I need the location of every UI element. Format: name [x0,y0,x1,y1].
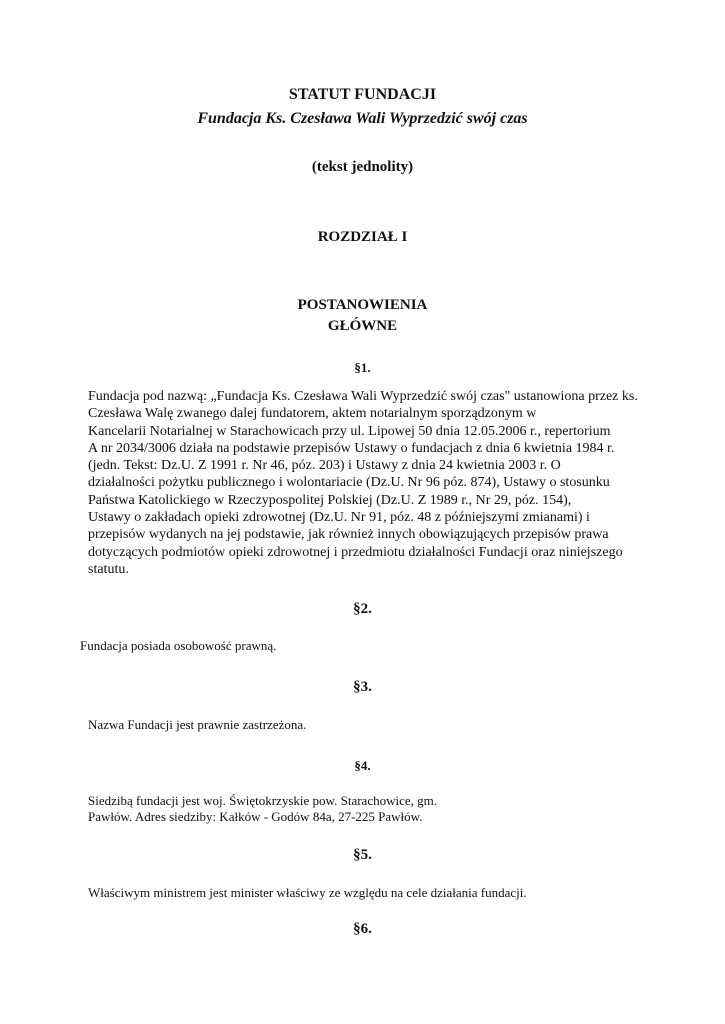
chapter-heading: ROZDZIAŁ I [317,229,408,245]
section-3-label: §3. [353,679,372,695]
chapter-title-line2: GŁÓWNE [327,318,398,334]
paragraph-line: A nr 2034/3006 działa na podstawie przepisów Ustawy o fundacjach z dnia 6 kwietnia 1984 r. [88,440,615,456]
paragraph-line: Państwa Katolickiego w Rzeczypospolitej Polskiej (Dz.U. Z 1989 r., Nr 29, póz. 154), [88,492,572,508]
paragraph-line: Fundacja pod nazwą: „Fundacja Ks. Czesława Wali Wyprzedzić swój czas" ustanowiona przez ks. [88,389,638,404]
section-2-label: §2. [353,601,372,617]
section-4-line2: Pawłów. Adres siedziby: Kałków - Godów 84a, 27-225 Pawłów. [88,809,423,824]
section-1-paragraph [88,388,638,578]
paragraph-line: (jedn. Tekst: Dz.U. Z 1991 r. Nr 46, póz. 203) i Ustawy z dnia 24 kwietnia 2003 r. O [88,458,561,474]
paragraph-line: dotyczących podmiotów opieki zdrowotnej i przedmiotu działalności Fundacji oraz niniejszego [88,544,623,560]
section-4-label: §4. [354,758,371,773]
paragraph-line: działalności pożytku publicznego i wolontariacie (Dz.U. Nr 96 póz. 874), Ustawy o stosunku [88,475,610,491]
section-3-text: Nazwa Fundacji jest prawnie zastrzeżona. [88,717,307,732]
document-title: STATUT FUNDACJI [288,86,437,103]
paragraph-line: Czesława Walę zwanego dalej fundatorem, aktem notarialnym sporządzonym w [88,406,537,422]
section-4-line1: Siedzibą fundacji jest woj. Świętokrzyskie pow. Starachowice, gm. [88,793,437,808]
paragraph-line: Ustawy o zakładach opieki zdrowotnej (Dz.U. Nr 91, póz. 48 z późniejszymi zmianami) i [88,510,590,526]
paragraph-line: statutu. [88,561,129,577]
section-6-label: §6. [353,921,372,937]
chapter-title-line1: POSTANOWIENIA [297,297,428,313]
section-5-text: Właściwym ministrem jest minister właściwy ze względu na cele działania fundacji. [88,885,527,900]
document-note: (tekst jednolity) [311,159,414,175]
paragraph-line: Kancelarii Notarialnej w Starachowicach przy ul. Lipowej 50 dnia 12.05.2006 r., repertorium [88,423,611,439]
section-1-label: §1. [354,360,371,375]
document-subtitle: Fundacja Ks. Czesława Wali Wyprzedzić swój czas [197,110,528,127]
paragraph-line: przepisów wydanych na jej podstawie, jak również innych obowiązujących przepisów prawa [88,527,609,543]
section-5-label: §5. [353,847,372,863]
section-2-text: Fundacja posiada osobowość prawną. [80,638,277,653]
